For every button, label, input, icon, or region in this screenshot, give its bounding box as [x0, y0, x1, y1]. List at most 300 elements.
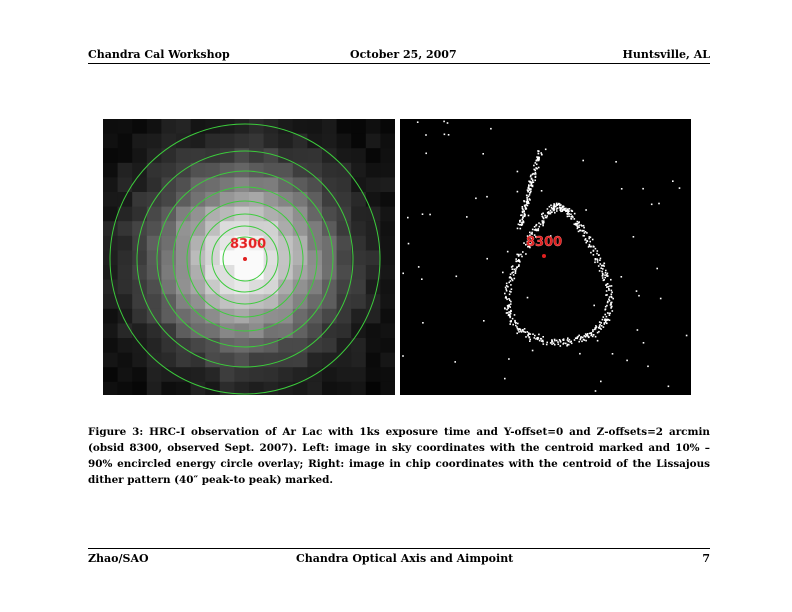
image-pixel — [191, 294, 206, 309]
photon-event — [551, 343, 553, 345]
photon-event — [578, 225, 580, 227]
image-pixel — [234, 192, 249, 207]
image-pixel — [380, 265, 395, 280]
image-pixel — [118, 221, 133, 236]
image-pixel — [380, 280, 395, 295]
image-pixel — [132, 119, 147, 134]
image-pixel — [147, 163, 162, 178]
photon-event — [525, 253, 527, 255]
image-pixel — [264, 280, 279, 295]
photon-event — [514, 321, 516, 323]
image-pixel — [132, 192, 147, 207]
image-pixel — [278, 177, 293, 192]
image-pixel — [132, 207, 147, 222]
photon-event — [602, 265, 604, 267]
photon-event — [554, 208, 556, 210]
photon-event — [605, 306, 607, 308]
image-pixel — [380, 134, 395, 149]
photon-event — [595, 258, 597, 260]
image-pixel — [147, 148, 162, 163]
chip-image — [400, 119, 691, 395]
image-pixel — [337, 221, 352, 236]
photon-event — [599, 326, 601, 328]
photon-event — [537, 229, 539, 231]
photon-event — [612, 310, 614, 312]
photon-event — [530, 191, 532, 193]
header-left: Chandra Cal Workshop — [88, 48, 230, 61]
photon-event — [584, 335, 586, 337]
image-pixel — [380, 250, 395, 265]
image-pixel — [234, 265, 249, 280]
image-pixel — [337, 382, 352, 395]
photon-event — [534, 180, 536, 182]
photon-event — [611, 297, 613, 299]
photon-event — [589, 244, 591, 246]
image-pixel — [307, 280, 322, 295]
image-pixel — [147, 134, 162, 149]
photon-event — [527, 199, 529, 201]
photon-event — [580, 339, 582, 341]
photon-event — [593, 254, 595, 256]
photon-event — [538, 156, 540, 158]
image-pixel — [118, 163, 133, 178]
image-pixel — [366, 382, 381, 395]
image-pixel — [380, 309, 395, 324]
photon-event — [528, 196, 530, 198]
photon-event — [523, 210, 525, 212]
image-pixel — [278, 294, 293, 309]
photon-event — [546, 344, 548, 346]
photon-event — [590, 237, 592, 239]
photon-event — [636, 290, 638, 292]
sky-image — [103, 119, 395, 395]
image-pixel — [132, 367, 147, 382]
photon-event — [526, 197, 528, 199]
image-pixel — [380, 353, 395, 368]
photon-event — [515, 325, 517, 327]
image-pixel — [132, 265, 147, 280]
photon-event — [504, 293, 506, 295]
image-pixel — [161, 148, 176, 163]
photon-event — [606, 290, 608, 292]
photon-event — [612, 353, 614, 355]
photon-event — [611, 294, 613, 296]
photon-event — [516, 267, 518, 269]
photon-event — [543, 218, 545, 220]
photon-event — [522, 211, 524, 213]
image-pixel — [322, 207, 337, 222]
photon-event — [516, 326, 518, 328]
photon-event — [510, 313, 512, 315]
photon-event — [562, 339, 564, 341]
photon-event — [575, 337, 577, 339]
image-pixel — [278, 236, 293, 251]
image-pixel — [278, 338, 293, 353]
image-pixel — [380, 148, 395, 163]
image-pixel — [380, 382, 395, 395]
photon-event — [545, 149, 547, 151]
image-pixel — [161, 250, 176, 265]
header-center: October 25, 2007 — [350, 48, 457, 61]
image-pixel — [220, 323, 235, 338]
photon-event — [609, 285, 611, 287]
image-pixel — [380, 294, 395, 309]
image-pixel — [322, 338, 337, 353]
photon-event — [599, 327, 601, 329]
photon-event — [609, 313, 611, 315]
photon-event — [527, 331, 529, 333]
image-pixel — [351, 280, 366, 295]
photon-event — [556, 203, 558, 205]
photon-event — [510, 291, 512, 293]
photon-event — [605, 294, 607, 296]
photon-event — [575, 224, 577, 226]
photon-event — [525, 204, 527, 206]
image-pixel — [234, 119, 249, 134]
photon-event — [522, 224, 524, 226]
image-pixel — [205, 309, 220, 324]
photon-event — [510, 274, 512, 276]
image-pixel — [234, 294, 249, 309]
photon-event — [554, 212, 556, 214]
photon-event — [578, 221, 580, 223]
photon-event — [597, 261, 599, 263]
image-pixel — [103, 323, 118, 338]
image-pixel — [337, 148, 352, 163]
photon-event — [535, 225, 537, 227]
photon-event — [532, 185, 534, 187]
photon-event — [577, 221, 579, 223]
photon-event — [532, 229, 534, 231]
photon-event — [602, 275, 604, 277]
photon-event — [517, 328, 519, 330]
image-pixel — [220, 367, 235, 382]
image-pixel — [278, 367, 293, 382]
image-pixel — [147, 309, 162, 324]
photon-event — [560, 204, 562, 206]
photon-event — [417, 121, 419, 123]
image-pixel — [103, 134, 118, 149]
image-pixel — [132, 353, 147, 368]
image-pixel — [366, 192, 381, 207]
photon-event — [607, 319, 609, 321]
photon-event — [587, 333, 589, 335]
image-pixel — [147, 119, 162, 134]
image-pixel — [322, 134, 337, 149]
photon-event — [502, 272, 504, 274]
image-pixel — [278, 207, 293, 222]
image-pixel — [234, 177, 249, 192]
photon-event — [505, 296, 507, 298]
photon-event — [602, 319, 604, 321]
photon-event — [509, 306, 511, 308]
photon-event — [611, 292, 613, 294]
photon-event — [604, 274, 606, 276]
image-pixel — [176, 192, 191, 207]
photon-event — [658, 203, 660, 205]
image-pixel — [366, 221, 381, 236]
photon-event — [609, 296, 611, 298]
photon-event — [591, 332, 593, 334]
photon-event — [528, 215, 530, 217]
photon-event — [597, 259, 599, 261]
image-pixel — [220, 163, 235, 178]
image-pixel — [118, 148, 133, 163]
image-pixel — [234, 280, 249, 295]
image-pixel — [132, 148, 147, 163]
photon-event — [515, 272, 517, 274]
photon-event — [429, 214, 431, 216]
photon-event — [542, 220, 544, 222]
photon-event — [621, 188, 623, 190]
photon-event — [529, 340, 531, 342]
photon-event — [505, 287, 507, 289]
photon-event — [660, 298, 662, 300]
image-pixel — [380, 192, 395, 207]
photon-event — [509, 300, 511, 302]
photon-event — [595, 390, 597, 392]
header-rule — [88, 63, 710, 64]
photon-event — [608, 288, 610, 290]
image-pixel — [351, 382, 366, 395]
photon-event — [456, 276, 458, 278]
image-pixel — [118, 250, 133, 265]
image-pixel — [278, 353, 293, 368]
photon-event — [540, 152, 542, 154]
image-pixel — [380, 221, 395, 236]
photon-event — [593, 250, 595, 252]
photon-event — [527, 335, 529, 337]
image-pixel — [337, 163, 352, 178]
image-pixel — [337, 323, 352, 338]
photon-event — [560, 345, 562, 347]
image-pixel — [351, 338, 366, 353]
image-pixel — [293, 250, 308, 265]
photon-event — [443, 121, 445, 123]
photon-event — [530, 189, 532, 191]
photon-event — [534, 335, 536, 337]
footer-left: Zhao/SAO — [88, 552, 149, 565]
image-pixel — [366, 148, 381, 163]
image-pixel — [380, 207, 395, 222]
photon-event — [521, 256, 523, 258]
photon-event — [490, 128, 492, 130]
photon-event — [602, 268, 604, 270]
photon-event — [483, 320, 485, 322]
photon-event — [510, 310, 512, 312]
image-pixel — [351, 353, 366, 368]
image-pixel — [103, 367, 118, 382]
image-pixel — [264, 338, 279, 353]
photon-event — [608, 289, 610, 291]
image-pixel — [118, 367, 133, 382]
image-pixel — [322, 367, 337, 382]
image-pixel — [118, 338, 133, 353]
photon-event — [611, 302, 613, 304]
photon-event — [595, 248, 597, 250]
photon-event — [544, 215, 546, 217]
image-pixel — [147, 177, 162, 192]
image-pixel — [176, 119, 191, 134]
photon-event — [556, 210, 558, 212]
image-pixel — [366, 163, 381, 178]
image-pixel — [322, 163, 337, 178]
image-pixel — [220, 250, 235, 265]
photon-event — [513, 274, 515, 276]
footer-page-number: 7 — [702, 552, 710, 565]
photon-event — [543, 222, 545, 224]
photon-event — [565, 208, 567, 210]
image-pixel — [191, 265, 206, 280]
photon-event — [611, 290, 613, 292]
image-pixel — [161, 367, 176, 382]
photon-event — [520, 228, 522, 230]
photon-event — [510, 320, 512, 322]
photon-event — [549, 206, 551, 208]
photon-event — [600, 322, 602, 324]
photon-event — [651, 204, 653, 206]
photon-event — [609, 300, 611, 302]
photon-event — [642, 188, 644, 190]
image-pixel — [176, 382, 191, 395]
image-pixel — [337, 134, 352, 149]
image-pixel — [293, 148, 308, 163]
image-pixel — [366, 280, 381, 295]
image-pixel — [161, 382, 176, 395]
photon-event — [580, 337, 582, 339]
photon-event — [486, 196, 488, 198]
image-pixel — [337, 367, 352, 382]
photon-event — [577, 228, 579, 230]
photon-event — [563, 342, 565, 344]
image-pixel — [161, 119, 176, 134]
photon-event — [571, 210, 573, 212]
photon-event — [593, 305, 595, 307]
image-pixel — [307, 265, 322, 280]
photon-event — [532, 174, 534, 176]
photon-event — [604, 309, 606, 311]
photon-event — [585, 231, 587, 233]
photon-event — [601, 271, 603, 273]
image-pixel — [307, 250, 322, 265]
image-pixel — [351, 134, 366, 149]
photon-event — [599, 259, 601, 261]
image-pixel — [118, 236, 133, 251]
photon-event — [522, 216, 524, 218]
photon-event — [509, 323, 511, 325]
photon-event — [621, 276, 623, 278]
photon-event — [514, 278, 516, 280]
image-pixel — [132, 134, 147, 149]
photon-event — [527, 187, 529, 189]
image-pixel — [220, 148, 235, 163]
photon-event — [524, 201, 526, 203]
image-pixel — [351, 163, 366, 178]
photon-event — [578, 226, 580, 228]
photon-event — [508, 298, 510, 300]
photon-event — [508, 358, 510, 360]
photon-event — [545, 217, 547, 219]
photon-event — [550, 213, 552, 215]
photon-event — [560, 211, 562, 213]
image-pixel — [307, 163, 322, 178]
photon-event — [517, 228, 519, 230]
photon-event — [466, 216, 468, 218]
image-pixel — [205, 134, 220, 149]
photon-event — [527, 191, 529, 193]
image-pixel — [293, 280, 308, 295]
photon-event — [551, 211, 553, 213]
image-pixel — [147, 353, 162, 368]
photon-event — [556, 208, 558, 210]
image-pixel — [351, 367, 366, 382]
photon-event — [611, 285, 613, 287]
image-pixel — [147, 367, 162, 382]
photon-event — [596, 253, 598, 255]
photon-event — [418, 266, 420, 268]
photon-event — [509, 315, 511, 317]
photon-event — [567, 216, 569, 218]
image-pixel — [380, 367, 395, 382]
image-pixel — [103, 148, 118, 163]
photon-event — [525, 331, 527, 333]
photon-event — [603, 316, 605, 318]
photon-event — [679, 187, 681, 189]
photon-event — [592, 336, 594, 338]
dither-centroid-label: 8300 — [526, 235, 563, 250]
photon-event — [521, 214, 523, 216]
image-pixel — [132, 382, 147, 395]
photon-event — [516, 254, 518, 256]
photon-event — [504, 378, 506, 380]
image-pixel — [293, 382, 308, 395]
photon-event — [554, 339, 556, 341]
image-pixel — [118, 353, 133, 368]
photon-event — [607, 273, 609, 275]
photon-event — [520, 220, 522, 222]
photon-event — [548, 211, 550, 213]
image-pixel — [147, 382, 162, 395]
image-pixel — [118, 192, 133, 207]
photon-event — [510, 303, 512, 305]
image-pixel — [220, 309, 235, 324]
photon-event — [523, 242, 525, 244]
photon-event — [594, 262, 596, 264]
dither-centroid-marker — [542, 254, 546, 258]
image-pixel — [337, 353, 352, 368]
centroid-label: 8300 — [230, 237, 267, 252]
image-pixel — [234, 148, 249, 163]
image-pixel — [147, 250, 162, 265]
photon-event — [507, 306, 509, 308]
image-pixel — [103, 192, 118, 207]
image-pixel — [234, 250, 249, 265]
photon-event — [510, 280, 512, 282]
photon-event — [505, 288, 507, 290]
photon-event — [508, 304, 510, 306]
image-pixel — [337, 119, 352, 134]
photon-event — [574, 218, 576, 220]
photon-event — [520, 330, 522, 332]
photon-event — [605, 321, 607, 323]
photon-event — [515, 258, 517, 260]
image-pixel — [307, 148, 322, 163]
image-pixel — [351, 207, 366, 222]
photon-event — [583, 235, 585, 237]
photon-event — [607, 312, 609, 314]
image-pixel — [366, 353, 381, 368]
photon-event — [511, 278, 513, 280]
